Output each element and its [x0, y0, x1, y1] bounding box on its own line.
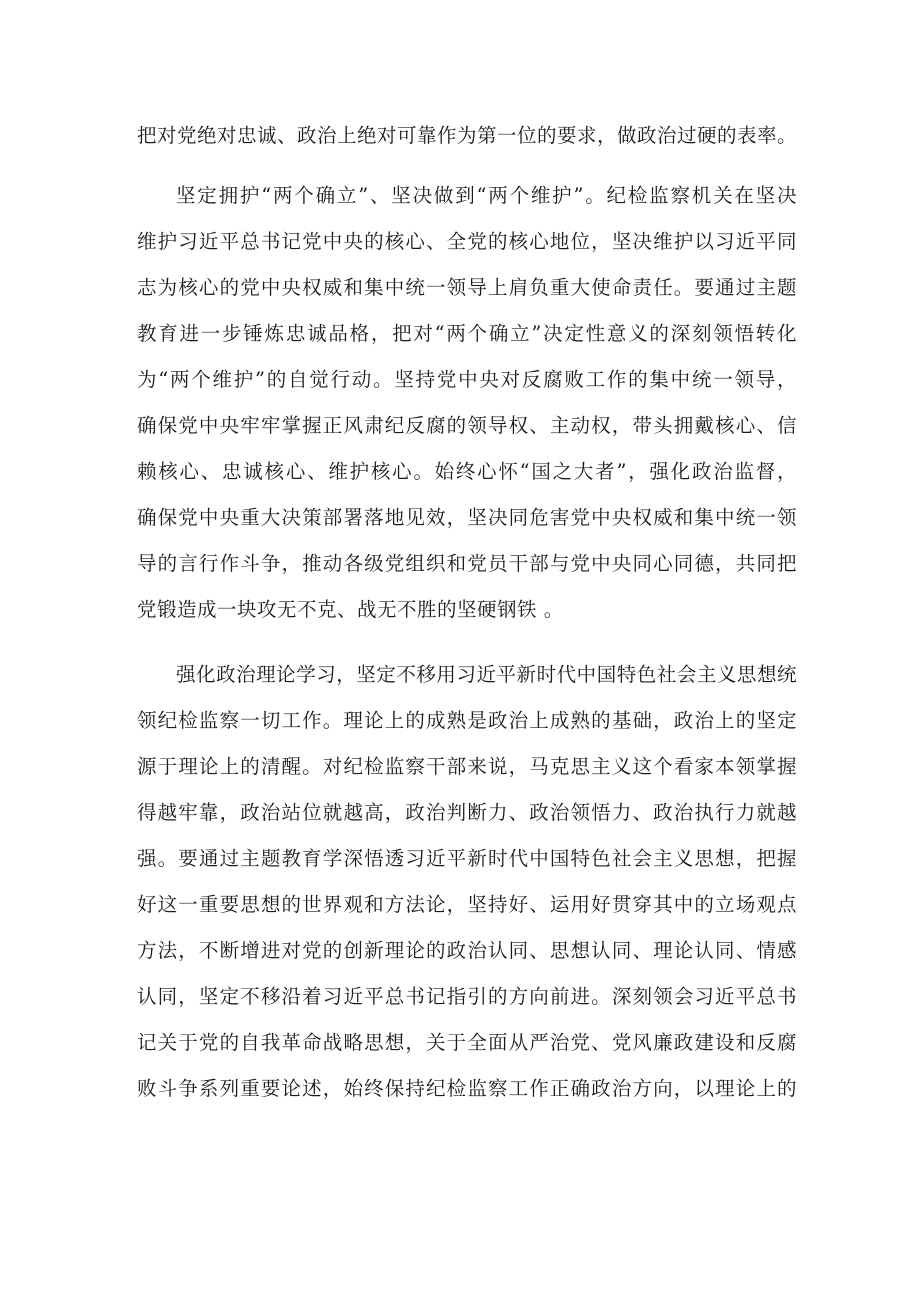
paragraph-line: 好这一重要思想的世界观和方法论，坚持好、运用好贯穿其中的立场观点 [137, 893, 797, 916]
paragraph-line: 确保党中央重大决策部署落地见效，坚决同危害党中央权威和集中统一领 [137, 506, 797, 529]
paragraph-line: 把对党绝对忠诚、政治上绝对可靠作为第一位的要求，做政治过硬的表率。 [137, 124, 798, 147]
paragraph-line: 确保党中央牢牢掌握正风肃纪反腐的领导权、主动权，带头拥戴核心、信 [137, 414, 797, 437]
paragraph-line: 败斗争系列重要论述，始终保持纪检监察工作正确政治方向，以理论上的 [137, 1077, 797, 1100]
paragraph-line: 记关于党的自我革命战略思想，关于全面从严治党、党风廉政建设和反腐 [137, 1031, 797, 1054]
paragraph-line: 强化政治理论学习，坚定不移用习近平新时代中国特色社会主义思想统 [176, 663, 797, 686]
paragraph-line: 维护习近平总书记党中央的核心、全党的核心地位，坚决维护以习近平同 [137, 230, 797, 253]
paragraph-line: 为“两个维护”的自觉行动。坚持党中央对反腐败工作的集中统一领导， [137, 368, 797, 391]
paragraph-line: 得越牢靠，政治站位就越高，政治判断力、政治领悟力、政治执行力就越 [137, 801, 797, 824]
paragraph-line: 志为核心的党中央权威和集中统一领导上肩负重大使命责任。要通过主题 [137, 276, 797, 299]
paragraph-line: 教育进一步锤炼忠诚品格，把对“两个确立”决定性意义的深刻领悟转化 [137, 322, 797, 345]
paragraph-line: 赖核心、忠诚核心、维护核心。始终心怀“国之大者”，强化政治监督， [137, 460, 797, 483]
paragraph-line: 认同，坚定不移沿着习近平总书记指引的方向前进。深刻领会习近平总书 [137, 985, 797, 1008]
paragraph-line: 源于理论上的清醒。对纪检监察干部来说，马克思主义这个看家本领掌握 [137, 755, 797, 778]
paragraph-line: 强。要通过主题教育学深悟透习近平新时代中国特色社会主义思想，把握 [137, 847, 797, 870]
paragraph-line: 坚定拥护“两个确立”、坚决做到“两个维护”。纪检监察机关在坚决 [176, 184, 797, 207]
paragraph-line: 方法，不断增进对党的创新理论的政治认同、思想认同、理论认同、情感 [137, 939, 797, 962]
paragraph-line: 党锻造成一块攻无不克、战无不胜的坚硬钢铁 。 [137, 598, 564, 621]
paragraph-line: 导的言行作斗争，推动各级党组织和党员干部与党中央同心同德，共同把 [137, 552, 797, 575]
paragraph-line: 领纪检监察一切工作。理论上的成熟是政治上成熟的基础，政治上的坚定 [137, 709, 797, 732]
